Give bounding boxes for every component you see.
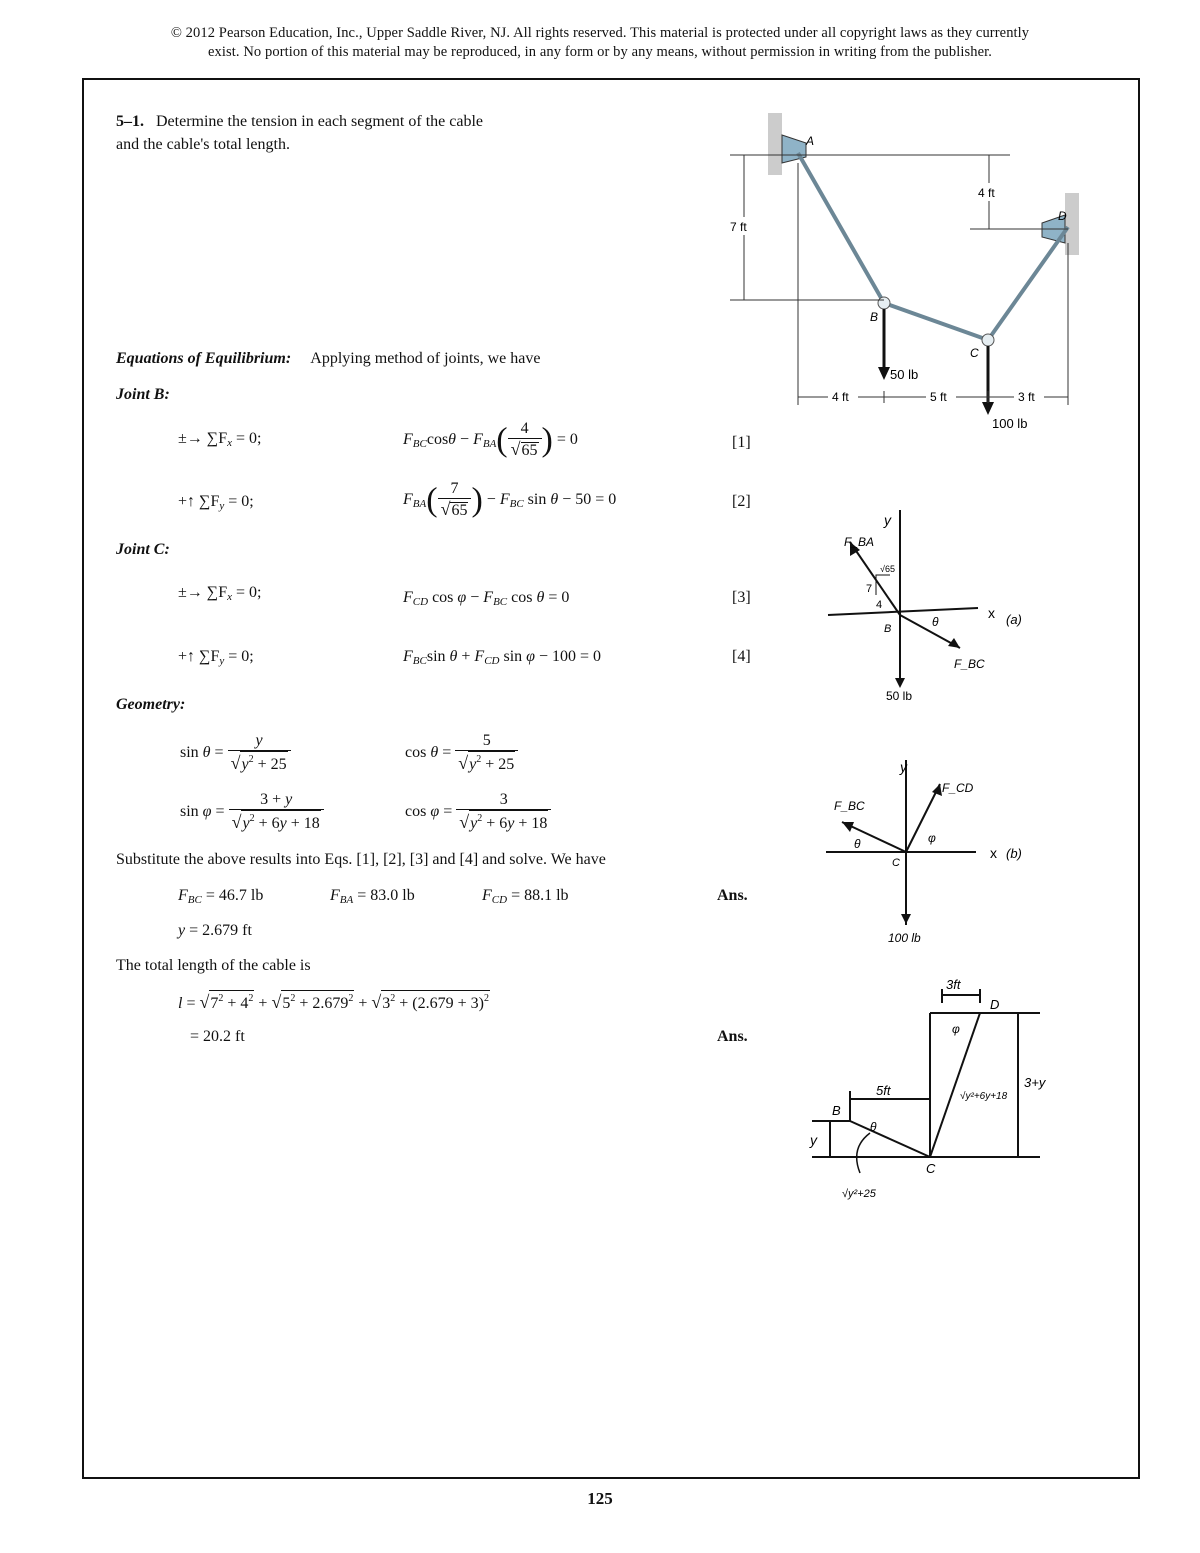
- result-fcd: $F_{CD} = 88.1$ lb: [482, 887, 569, 906]
- equilibrium-heading: Equations of Equilibrium:: [116, 350, 292, 367]
- sum-fx-label-2: ±→ $\sum F_x = 0$;: [178, 584, 262, 603]
- fbd-c-fcd-head: [932, 784, 942, 796]
- fbd-c-theta: θ: [854, 837, 861, 851]
- equation-3: $F_{CD}$ $\cos \varphi - F_{BC}$ cos θ = 0: [403, 589, 570, 608]
- load-c-label: 100 lb: [992, 416, 1028, 431]
- problem-number: 5–1.: [116, 113, 144, 130]
- geom-y-label: y: [810, 1132, 817, 1148]
- fbd-b-fba-label: F_BA: [844, 535, 875, 549]
- cos-phi-equation: cos φ = $\frac{3}{√y^2 + 6y + 18}$: [405, 791, 551, 834]
- equilibrium-heading-row: [116, 350, 540, 368]
- cable: [798, 153, 1068, 340]
- total-length-equation: $l = √7^2 + 4^2 + √5^2 + 2.679^2 + √3^2 + (2.679 + 3)^2$: [178, 992, 489, 1012]
- cable-figure: [720, 105, 1120, 435]
- substitute-text: Substitute the above results into Eqs. [1], [2], [3] and [4] and solve. We have: [116, 851, 606, 868]
- load-arrow-b-head: [878, 367, 890, 380]
- fbd-b-sqrt65: √65: [880, 564, 895, 574]
- wall-left: [768, 113, 782, 175]
- equation-tag-2: [2]: [732, 493, 751, 510]
- fbd-b-x-axis: [828, 608, 978, 615]
- geom-3ft-label: 3ft: [946, 977, 961, 992]
- dim-7ft-label: 7 ft: [730, 220, 747, 234]
- fbd-b-theta: θ: [932, 615, 939, 629]
- geom-phi: φ: [952, 1022, 960, 1036]
- geom-bc-leader: [857, 1133, 870, 1173]
- fbd-b-point: B: [884, 623, 892, 635]
- label-a: A: [806, 134, 815, 148]
- wall-right: [1065, 193, 1079, 255]
- geom-d-label: D: [990, 997, 1000, 1012]
- page-number: 125: [587, 1489, 613, 1508]
- copyright-line-1: © 2012 Pearson Education, Inc., Upper Saddle River, NJ. All rights reserved. This material is protected under all copyright laws as they currently: [170, 25, 1030, 41]
- problem-statement: [116, 113, 483, 131]
- joint-b: [878, 297, 890, 309]
- fbd-c-point: C: [892, 857, 900, 869]
- equation-tag-1: [1]: [732, 434, 751, 451]
- sin-theta-equation: sin θ = $\frac{y}{√y^2 + 25}$: [180, 732, 291, 775]
- equation-2: $F_{BA}$( $\frac{7}{√65}$ ) − $F_{BC}$ sin θ − 50 = 0: [403, 480, 617, 519]
- dim-4ft-h-label: 4 ft: [832, 390, 849, 404]
- fbd-b-x-label: x: [988, 605, 995, 621]
- result-y: y = 2.679 ft: [178, 922, 252, 939]
- equation-tag-4: [4]: [732, 648, 751, 665]
- cos-theta-equation: cos θ = $\frac{5}{√y^2 + 25}$: [405, 732, 518, 775]
- problem-text-line-1: Determine the tension in each segment of the cable: [156, 113, 483, 130]
- fbd-c-x-label: x: [990, 845, 997, 861]
- copyright-notice: [60, 24, 1140, 62]
- load-arrow-c-head: [982, 402, 994, 415]
- joint-c-heading: Joint C:: [116, 541, 170, 558]
- dim-5ft-label: 5 ft: [930, 390, 947, 404]
- problem-text-line-2: and the cable's total length.: [116, 136, 290, 153]
- geom-5ft-label: 5ft: [876, 1083, 891, 1098]
- geometry-heading: Geometry:: [116, 696, 186, 713]
- load-b-label: 50 lb: [890, 367, 919, 382]
- fbd-b-load-head: [895, 678, 905, 688]
- fbd-c-fbc-label: F_BC: [834, 799, 865, 813]
- fbd-b-seven: 7: [866, 583, 873, 595]
- total-length-result: = 20.2 ft: [190, 1028, 245, 1045]
- fbd-b-y-label: y: [884, 512, 891, 528]
- sum-fx-label-1: ±→ $\sum F_x = 0$;: [178, 430, 262, 449]
- geom-sqrt-b: √y²+25: [842, 1188, 876, 1200]
- dim-4ft-v-label: 4 ft: [978, 186, 995, 200]
- fbd-b-fbc-label: F_BC: [954, 657, 985, 671]
- fbd-b-slope-triangle: [876, 575, 890, 595]
- geom-sqrt-a: √y²+6y+18: [960, 1091, 1008, 1102]
- fbd-c-load-head: [901, 914, 911, 924]
- dim-3ft-label: 3 ft: [1018, 390, 1035, 404]
- label-b: B: [870, 310, 879, 324]
- answer-label-2: Ans.: [717, 1028, 748, 1045]
- fbd-c-fcd-label: F_CD: [942, 781, 974, 795]
- geom-b-label: B: [832, 1103, 841, 1118]
- sum-fy-label-1: +↑ $\sum F_y = 0$;: [178, 493, 254, 512]
- result-fbc: $F_{BC} = 46.7$ lb: [178, 887, 264, 906]
- fbd-c-phi: φ: [928, 831, 936, 845]
- fbd-c-tag: (b): [1006, 846, 1022, 861]
- equation-4: $F_{BC}\sin$ $\theta + F_{CD}$ sin φ − 100 = 0: [403, 648, 602, 667]
- geometry-figure: [800, 975, 1080, 1210]
- geom-3y-label: 3+y: [1024, 1075, 1046, 1090]
- sin-phi-equation: sin φ = $\frac{3 + y}{√y^2 + 6y + 18}$: [180, 791, 324, 834]
- fbd-b-four: 4: [876, 599, 883, 611]
- geom-c-label: C: [926, 1161, 936, 1176]
- total-length-intro: The total length of the cable is: [116, 957, 311, 974]
- answer-label-1: Ans.: [717, 887, 748, 904]
- fbd-b-tag: (a): [1006, 612, 1022, 627]
- label-c: C: [970, 346, 979, 360]
- label-d: D: [1058, 209, 1067, 223]
- fbd-c-y-label: y: [900, 759, 907, 775]
- joint-c: [982, 334, 994, 346]
- fbd-joint-c: [820, 750, 1050, 950]
- fbd-joint-b: [820, 500, 1050, 710]
- joint-b-heading: Joint B:: [116, 386, 170, 403]
- geom-theta: θ: [870, 1120, 877, 1134]
- sum-fy-label-2: +↑ $\sum F_y = 0$;: [178, 648, 254, 667]
- equation-1: $F_{BC}\cos\theta - F_{BA}$( $\frac{4}{√65}$ ) = 0: [403, 420, 578, 459]
- equation-tag-3: [3]: [732, 589, 751, 606]
- equilibrium-intro: Applying method of joints, we have: [310, 350, 541, 367]
- fbd-c-load-label: 100 lb: [888, 931, 921, 945]
- result-fba: $F_{BA} = 83.0$ lb: [330, 887, 415, 906]
- geom-bc-line: [850, 1121, 930, 1157]
- fbd-b-fba-arrow: [850, 542, 900, 615]
- fbd-b-load-label: 50 lb: [886, 689, 913, 703]
- copyright-line-2: exist. No portion of this material may be reproduced, in any form or by any means, without permission in writing from the publisher.: [208, 44, 992, 60]
